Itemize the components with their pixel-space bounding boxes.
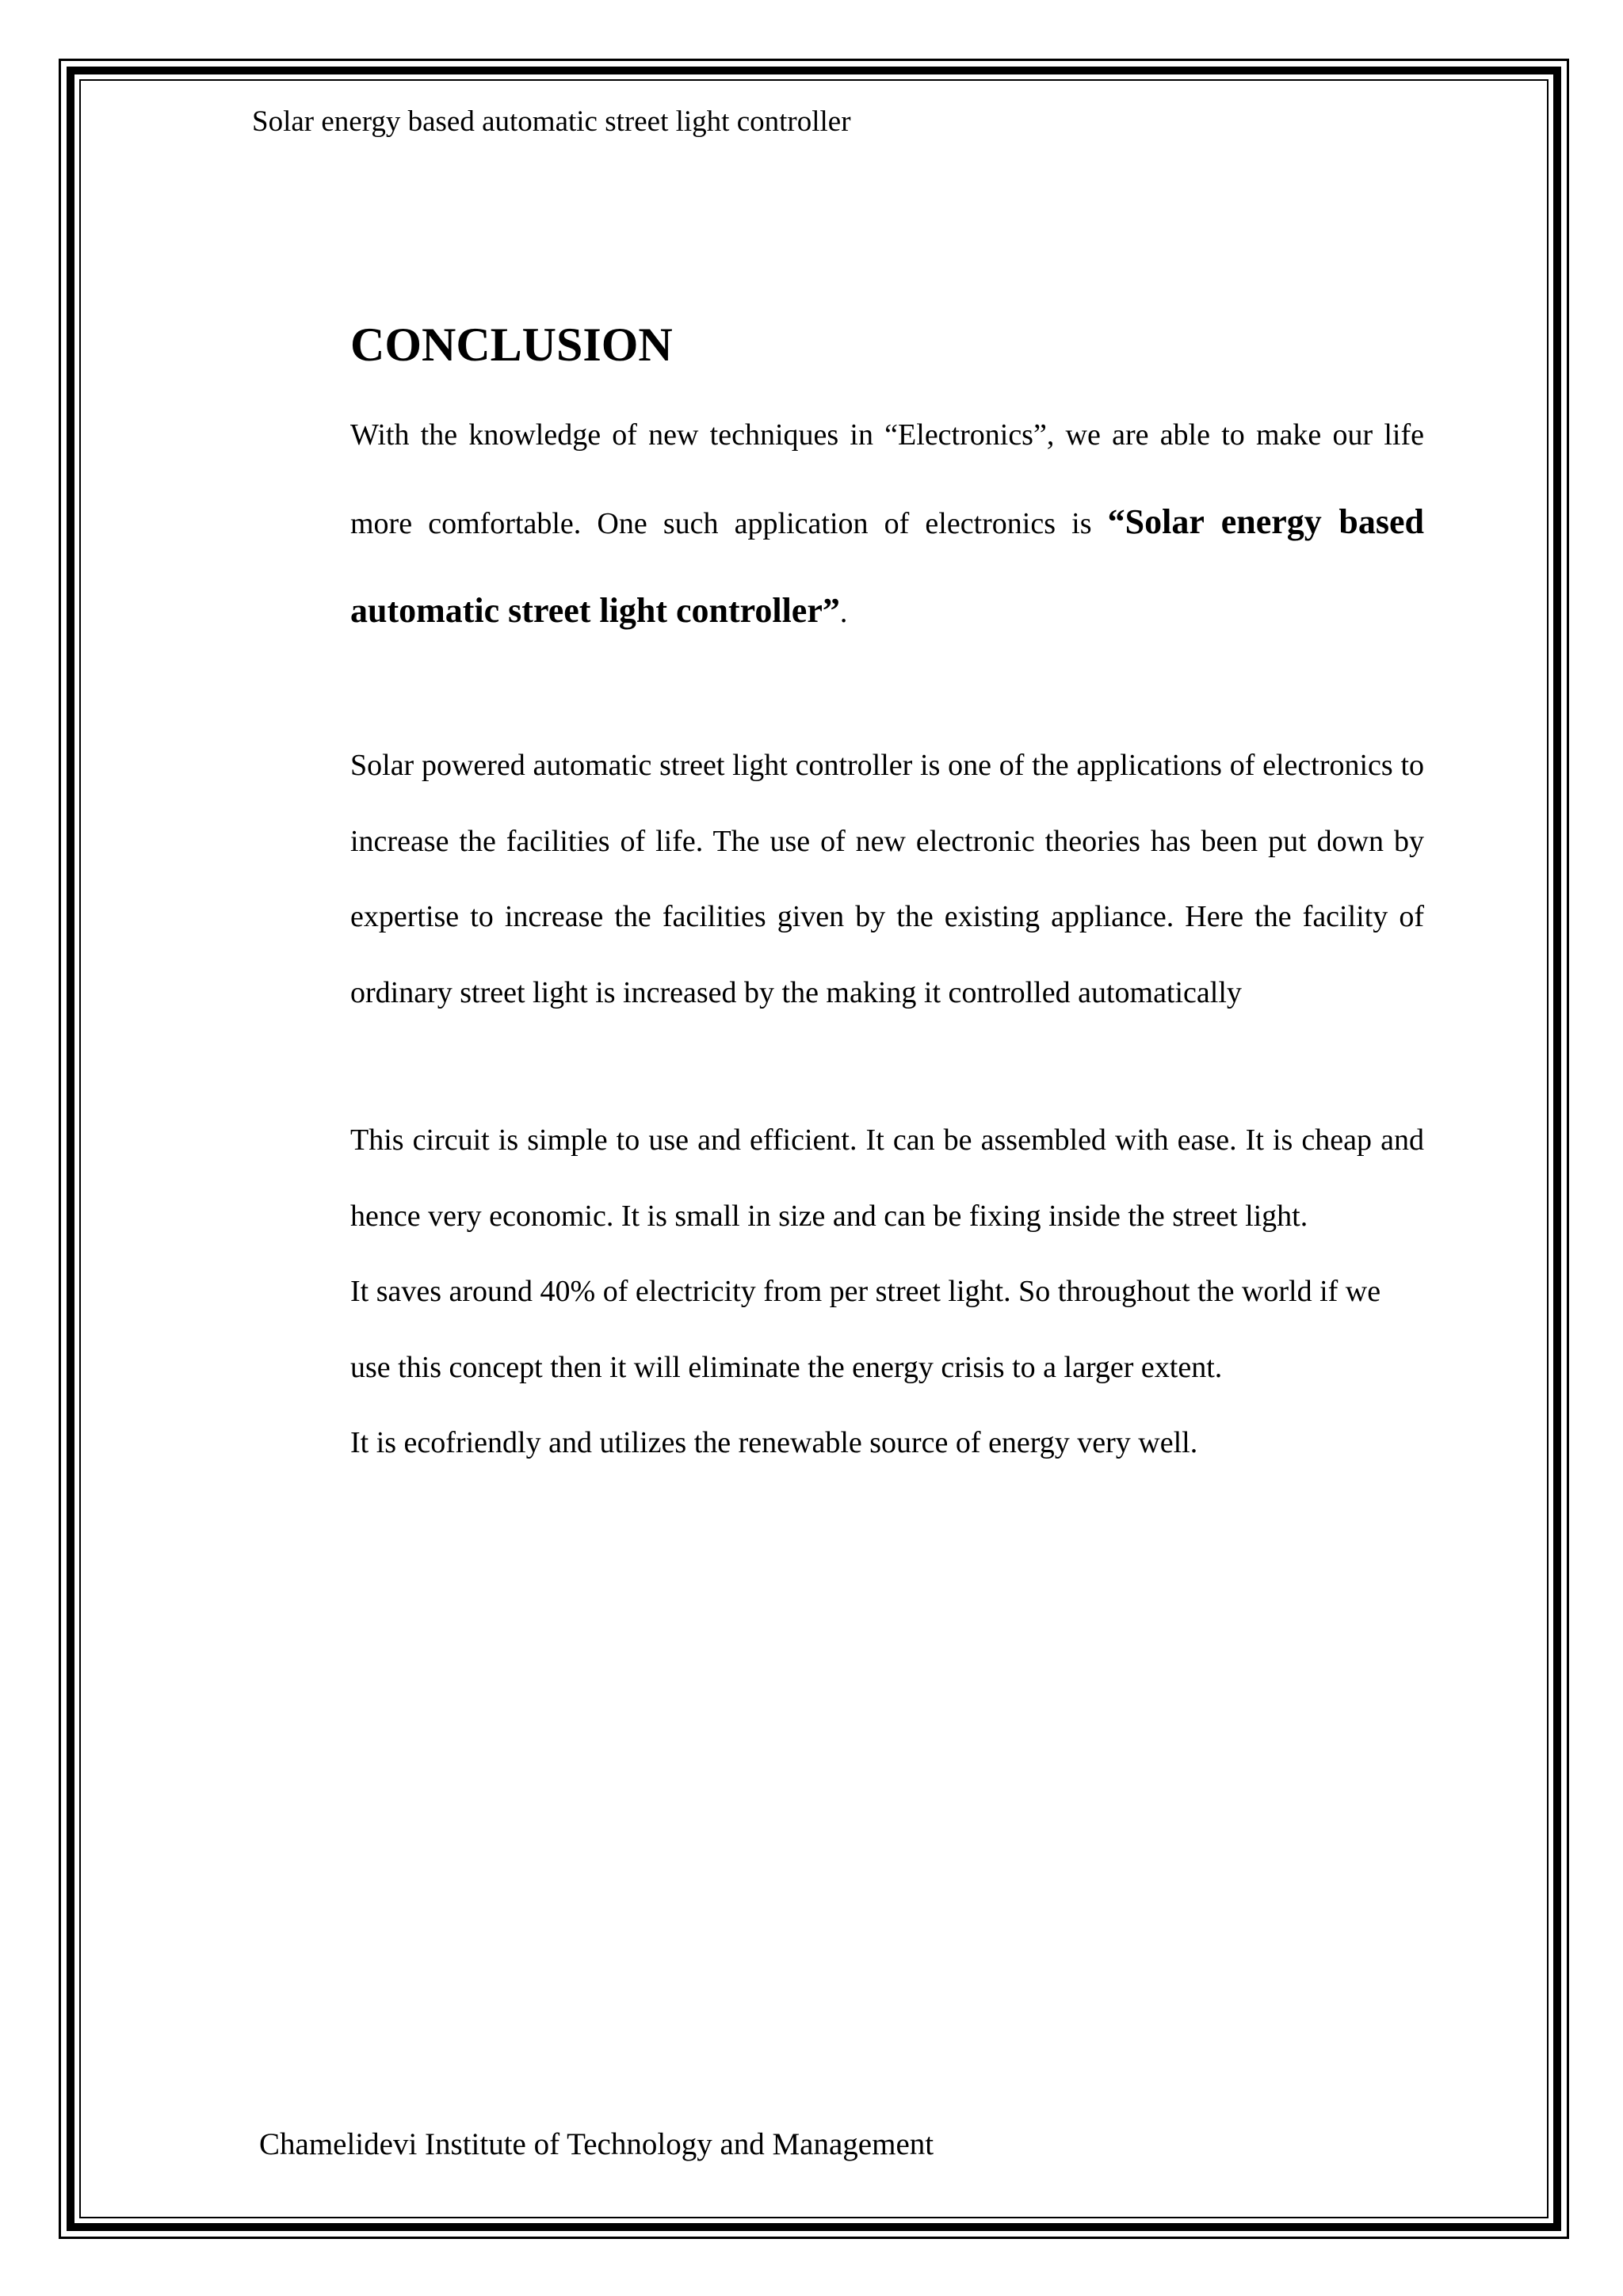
running-footer: Chamelidevi Institute of Technology and Management <box>259 2127 934 2161</box>
intro-paragraph <box>350 392 1424 656</box>
project-title-highlight: “Solar energy based automatic street light controller” <box>350 502 1424 630</box>
paragraph-gap <box>350 656 1424 728</box>
paragraph-applications: Solar powered automatic street light controller is one of the applications of electronics to increase the facilities of life. The use of new electronic theories has been put down by expertise to increase the facilities given by the existing appliance. Here the facility of ordinary street light is increased by the making it controlled automatically <box>350 749 1424 1009</box>
paragraph-gap <box>350 1031 1424 1103</box>
paragraph-savings: It saves around 40% of electricity from per street light. So throughout the world if we use this concept then it will eliminate the energy crisis to a larger extent. <box>350 1275 1381 1384</box>
section-heading: CONCLUSION <box>350 318 673 371</box>
running-header: Solar energy based automatic street light controller <box>252 105 851 138</box>
paragraph-ecofriendly: It is ecofriendly and utilizes the renewable source of energy very well. <box>350 1426 1198 1459</box>
document-body <box>350 313 1424 1482</box>
intro-text: With the knowledge of new techniques in “Electronics”, we are able to make our life more comfortable. One such application of electronics is <box>350 418 1424 540</box>
intro-end: . <box>839 596 848 629</box>
paragraph-circuit: This circuit is simple to use and efficient. It can be assembled with ease. It is cheap and hence very economic. It is small in size and can be fixing inside the street light. <box>350 1123 1424 1233</box>
